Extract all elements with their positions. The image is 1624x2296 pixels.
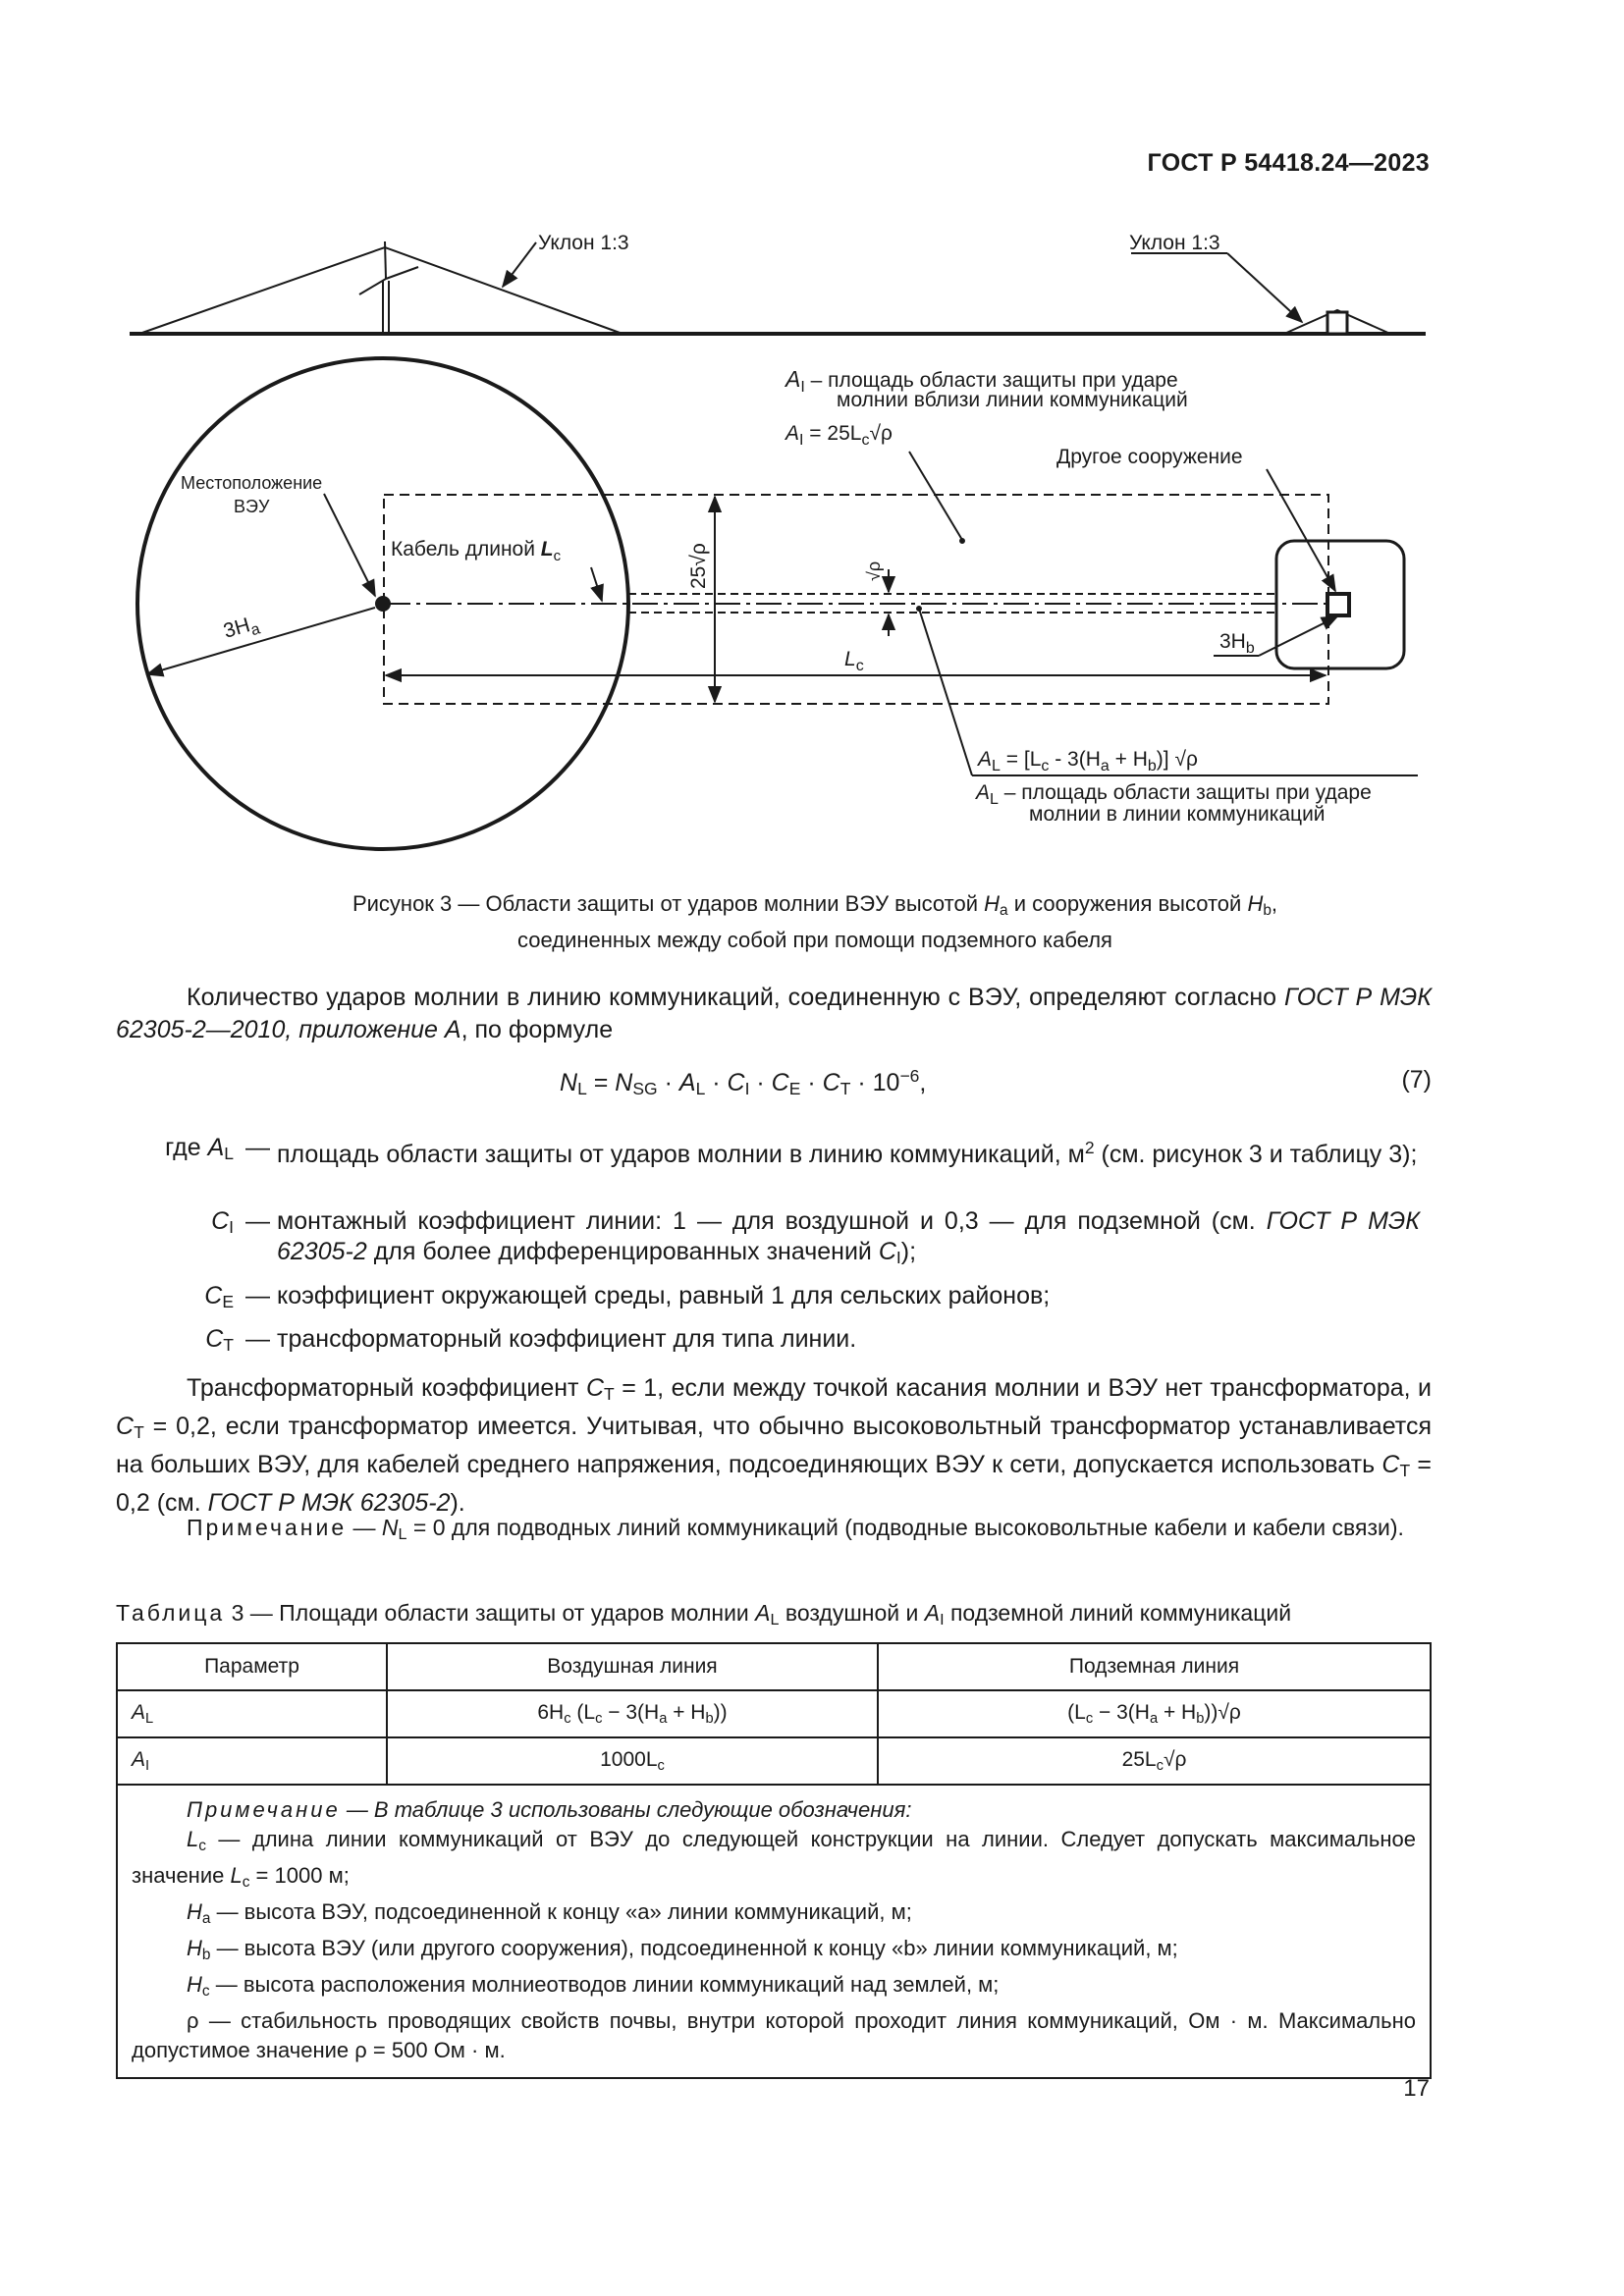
figure-3-diagram (0, 0, 1624, 864)
label-25-root-rho: 25√ρ (687, 543, 710, 589)
label-wtg-location-1: Местоположение (181, 473, 323, 493)
document-header: ГОСТ Р 54418.24—2023 (1147, 149, 1430, 177)
page-number: 17 (1403, 2075, 1430, 2102)
table-caption: Таблица 3 — Площади области защиты от ударов молнии $A_L$ воздушной и $A_I$ подземной линий коммуникаций (116, 1600, 1292, 1629)
definition-al: где $A_L$ — площадь области защиты от ударов молнии в линию коммуникаций, $м^2$ (см. рисунок 3 и таблицу 3); (165, 1134, 1418, 1168)
definition-ci: $C_I$ — монтажный коэффициент линии: 1 — для воздушной и 0,3 — для подземной (см. ГОСТ Р МЭК 62305-2 для более дифференцированных значений $C_I$); (211, 1207, 1420, 1267)
table-header-cell: Воздушная линия (387, 1643, 878, 1690)
table-cell-underground: $25L_c√\rho$ (878, 1737, 1431, 1785)
label-3hb: $3H_b$ (1219, 630, 1255, 657)
table-note-intro: Примечание — В таблице 3 использованы следующие обозначения: (187, 1797, 912, 1822)
label-slope-right: Уклон 1:3 (1129, 232, 1220, 254)
label-lc: $L_c$ (844, 648, 864, 674)
table-header-cell: Подземная линия (878, 1643, 1431, 1690)
definition-ct: $C_T$ — трансформаторный коэффициент для типа линии. (205, 1325, 857, 1355)
label-slope-left: Уклон 1:3 (538, 232, 629, 254)
label-other-structure: Другое сооружение (1056, 446, 1243, 468)
structure-icon (1327, 312, 1347, 334)
table-note-lc: $L_c$ — длина линии коммуникаций от ВЭУ до следующей конструкции на линии. Следует допускать максимальное значение $L_c = 1000$ м; (132, 1827, 1416, 1891)
label-al-definition-2: молнии в линии коммуникаций (1029, 803, 1326, 826)
table-cell-air: $6H_c$ $(L_c - 3(H_a + H_b))$ (387, 1690, 878, 1737)
label-cable-length: Кабель длиной $L_c$ (391, 538, 562, 564)
table-row (117, 1737, 1431, 1785)
paragraph-transformer: Трансформаторный коэффициент $C_T = 1$, если между точкой касания молнии и ВЭУ нет трансформатора, и $C_T = 0,2$, если трансформатор имеется. Учитывая, что обычно высоковольтный трансформатор устанавливается на больших ВЭУ, для кабелей среднего напряжения, подсоединяющих ВЭУ к сети, допускается использовать $C_T = 0,2$ (см. ГОСТ Р МЭК 62305-2). (116, 1374, 1432, 1517)
table-note-hb: $H_b$ — высота ВЭУ (или другого сооружения), подсоединенной к концу «b» линии коммуникаций, м; (187, 1936, 1178, 1963)
label-wtg-location-2: ВЭУ (234, 497, 270, 516)
paragraph-lightning-count: Количество ударов молнии в линию коммуникаций, соединенную с ВЭУ, определяют согласно ГОСТ Р МЭК 62305-2—2010, приложение А, по формуле (116, 984, 1433, 1043)
other-structure-box (1327, 594, 1349, 615)
figure-caption: Рисунок 3 — Области защиты от ударов молнии ВЭУ высотой $H_a$ и сооружения высотой $H_b$, соединенных между собой при помощи подземного кабеля (352, 891, 1278, 952)
note-underwater: Примечание — $N_L = 0$ для подводных линий коммуникаций (подводные высоковольтные кабели и кабели связи). (187, 1515, 1404, 1543)
table-note-row (117, 1785, 1431, 2078)
label-al-formula: $A_L = [L_c - 3(H_a + H_b)]$ √ρ (978, 748, 1198, 774)
left-slope (139, 247, 623, 334)
table-cell-underground: $(L_c - 3(H_a + H_b))√\rho$ (878, 1690, 1431, 1737)
label-root-rho: √ρ (864, 561, 884, 581)
formula-7: $N_L = N_{SG} \cdot A_L \cdot C_I \cdot C_E \cdot C_T \cdot 10^{-6}$, (560, 1066, 927, 1098)
definition-ce: $C_E$ — коэффициент окружающей среды, равный 1 для сельских районов; (204, 1282, 1051, 1311)
table-note-ha: $H_a$ — высота ВЭУ, подсоединенной к концу «a» линии коммуникаций, м; (187, 1899, 912, 1927)
table-note-hc: $H_c$ — высота расположения молниеотводов линии коммуникаций над землей, м; (187, 1972, 1000, 2000)
table-header-row (117, 1643, 1431, 1690)
table-cell-air: $1000L_c$ (387, 1737, 878, 1785)
table-cell-param: $A_I$ (117, 1737, 387, 1785)
label-ai-definition-1: $A_I$ – площадь области защиты при ударе (785, 366, 1178, 396)
table-3 (116, 1642, 1432, 2079)
label-3ha: $3H_a$ (221, 614, 262, 643)
table-header-cell: Параметр (117, 1643, 387, 1690)
label-ai-definition-2: молнии вблизи линии коммуникаций (837, 389, 1188, 411)
table-cell-param: $A_L$ (117, 1690, 387, 1737)
table-note-rho: ρ — стабильность проводящих свойств почвы, внутри которой проходит линия коммуникаций, Ом · м. Максимально допустимое значение ρ = 500 Ом · м. (132, 2008, 1416, 2062)
label-ai-formula: $A_I = 25L_c√\rho$ (785, 422, 893, 449)
wind-turbine-icon (359, 241, 418, 332)
formula-number: (7) (1401, 1066, 1432, 1094)
table-note (117, 1785, 1431, 2078)
table-row (117, 1690, 1431, 1737)
label-al-definition-1: $A_L$ – площадь области защиты при ударе (976, 781, 1372, 808)
